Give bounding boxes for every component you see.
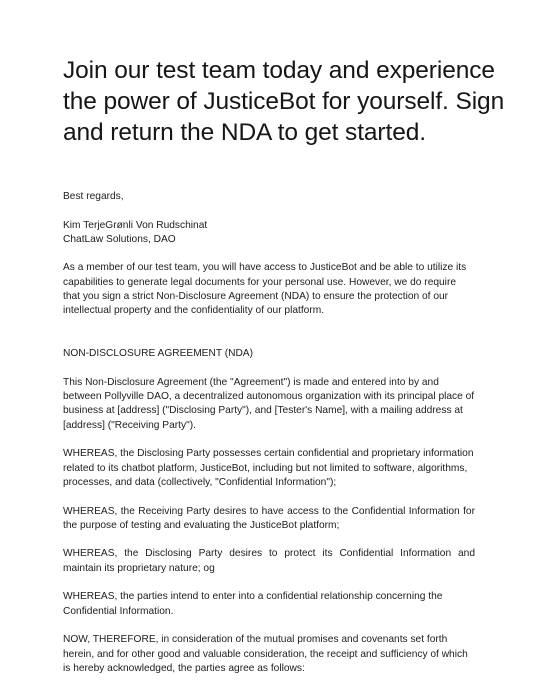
closing: Best regards, [63, 191, 124, 202]
nda-title: NON-DISCLOSURE AGREEMENT (NDA) [63, 348, 253, 360]
signature-name: Kim TerjeGrønli Von Rudschinat [63, 219, 208, 231]
whereas-relationship-paragraph: WHEREAS, the parties intend to enter into a confidential relationship concerning the Confidential Information. [63, 591, 443, 617]
signature-block [63, 219, 475, 248]
headline: Join our test team today and experience the power of JusticeBot for yourself. Sign and return the NDA to get started. [63, 57, 505, 146]
intro-paragraph: As a member of our test team, you will have access to JusticeBot and be able to utilize its capabilities to generate legal documents for your personal use. However, we do require that you sign a strict Non-Disclosure Agreement (NDA) to ensure the protection of our intellectual property and the confidentiality of our platform. [63, 262, 467, 317]
now-therefore-paragraph: NOW, THEREFORE, in consideration of the mutual promises and covenants set forth herein, and for other good and valuable consideration, the receipt and sufficiency of which is hereby acknowledged, the parties agree as follows: [63, 634, 468, 674]
signature-company: ChatLaw Solutions, DAO [63, 233, 176, 245]
spacer [63, 333, 475, 347]
letter-body [63, 190, 475, 690]
whereas-protect-paragraph: WHEREAS, the Disclosing Party desires to protect its Confidential Information and maintain its proprietary nature; og [63, 548, 475, 574]
whereas-confidential-paragraph: WHEREAS, the Disclosing Party possesses certain confidential and proprietary information related to its chatbot platform, JusticeBot, including but not limited to software, algorithms, processes, and data (collectively, "Confidential Information"); [63, 448, 474, 488]
whereas-access-paragraph: WHEREAS, the Receiving Party desires to have access to the Confidential Information for the purpose of testing and evaluating the JusticeBot platform; [63, 505, 475, 531]
nda-parties-paragraph: This Non-Disclosure Agreement (the "Agreement") is made and entered into by and between Pollyville DAO, a decentralized autonomous organization with its principal place of business at [address] ("Disclosing Party"), and [Tester's Name], with a mailing address at [address] ("Receiving Party"). [63, 376, 475, 431]
